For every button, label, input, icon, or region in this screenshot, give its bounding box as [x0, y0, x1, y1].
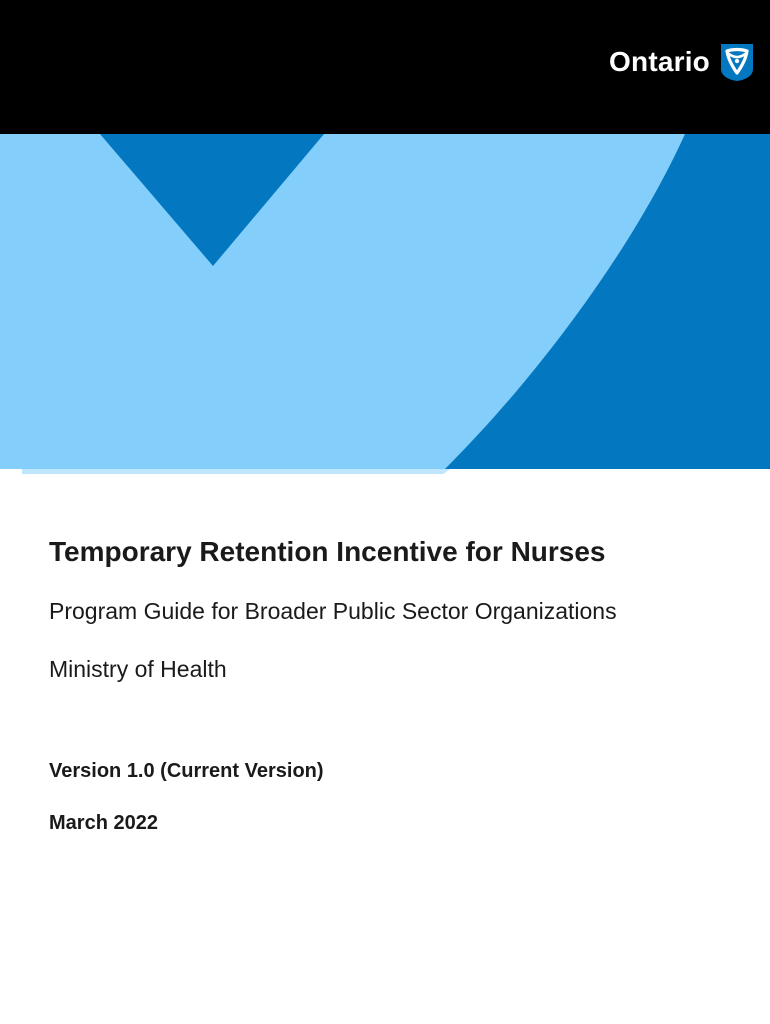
document-version: Version 1.0 (Current Version)	[49, 760, 324, 782]
brand-wordmark: Ontario	[609, 46, 710, 77]
trillium-icon	[718, 42, 756, 82]
ministry-name: Ministry of Health	[49, 656, 227, 682]
ontario-logo	[609, 42, 756, 82]
cover-text	[49, 532, 749, 834]
pale-blue-wedge	[22, 469, 450, 474]
document-date: March 2022	[49, 812, 158, 834]
header-bar	[0, 0, 770, 134]
cover-graphic	[0, 134, 770, 474]
document-title: Temporary Retention Incentive for Nurses	[49, 536, 606, 567]
document-subtitle: Program Guide for Broader Public Sector Organizations	[49, 598, 617, 624]
